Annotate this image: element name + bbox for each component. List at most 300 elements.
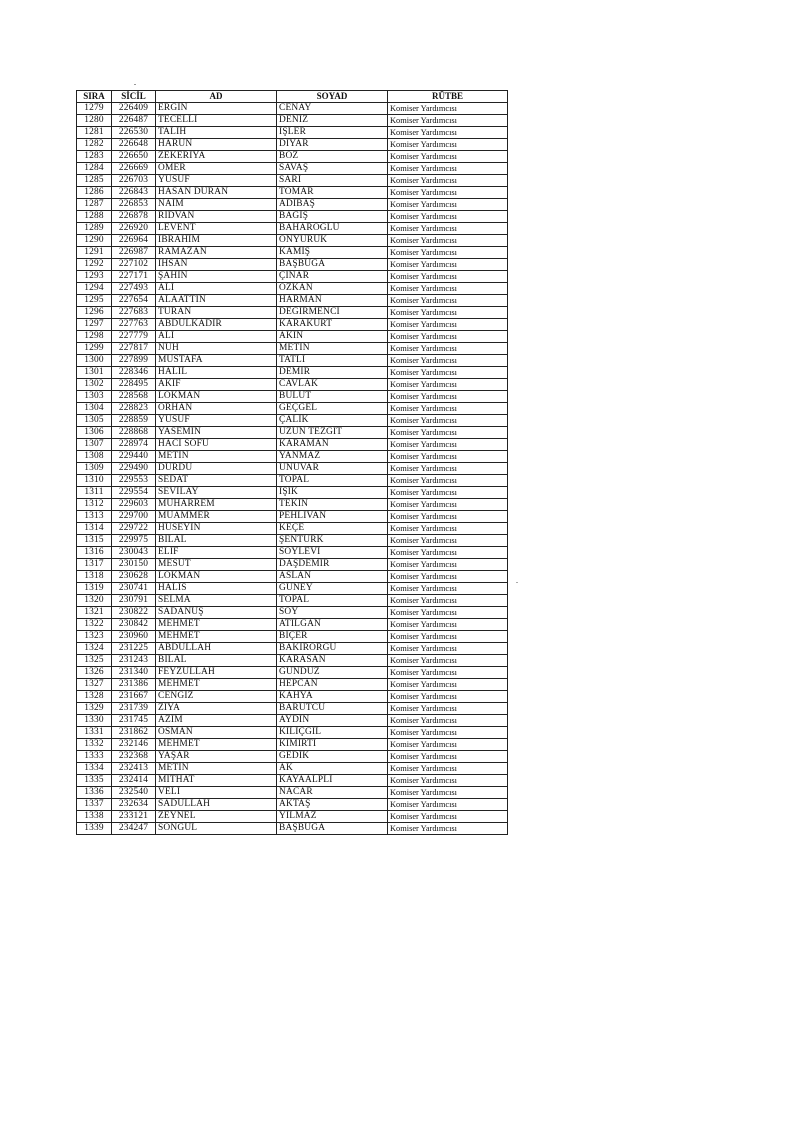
table-row <box>77 367 508 379</box>
ad-cell: ELİF <box>156 547 277 559</box>
sira-cell: 1311 <box>77 487 112 499</box>
table-row <box>77 571 508 583</box>
soyad-cell: TATLI <box>277 355 388 367</box>
rutbe-cell: Komiser Yardımcısı <box>388 235 508 247</box>
ad-cell: OSMAN <box>156 727 277 739</box>
table-row <box>77 715 508 727</box>
table-row <box>77 751 508 763</box>
table-row <box>77 115 508 127</box>
table-row <box>77 691 508 703</box>
soyad-cell: NACAR <box>277 787 388 799</box>
rutbe-cell: Komiser Yardımcısı <box>388 619 508 631</box>
rutbe-cell: Komiser Yardımcısı <box>388 499 508 511</box>
soyad-cell: HARMAN <box>277 295 388 307</box>
sira-cell: 1301 <box>77 367 112 379</box>
rutbe-cell: Komiser Yardımcısı <box>388 175 508 187</box>
soyad-cell: GÜNDÜZ <box>277 667 388 679</box>
soyad-cell: ÜNÜVAR <box>277 463 388 475</box>
soyad-cell: ÖZKAN <box>277 283 388 295</box>
soyad-cell: KAYAALPLI <box>277 775 388 787</box>
soyad-cell: ASLAN <box>277 571 388 583</box>
sira-cell: 1295 <box>77 295 112 307</box>
ad-cell: LOKMAN <box>156 571 277 583</box>
table-row <box>77 103 508 115</box>
ad-cell: RAMAZAN <box>156 247 277 259</box>
sicil-cell: 230791 <box>112 595 156 607</box>
soyad-cell: DEĞİRMENCİ <box>277 307 388 319</box>
sira-cell: 1330 <box>77 715 112 727</box>
soyad-cell: KARAMAN <box>277 439 388 451</box>
sicil-cell: 232540 <box>112 787 156 799</box>
sicil-cell: 226964 <box>112 235 156 247</box>
rutbe-cell: Komiser Yardımcısı <box>388 403 508 415</box>
table-row <box>77 283 508 295</box>
rutbe-cell: Komiser Yardımcısı <box>388 127 508 139</box>
soyad-cell: ADIBAŞ <box>277 199 388 211</box>
rutbe-cell: Komiser Yardımcısı <box>388 571 508 583</box>
sicil-cell: 230628 <box>112 571 156 583</box>
sira-cell: 1282 <box>77 139 112 151</box>
ad-cell: TALİH <box>156 127 277 139</box>
rutbe-cell: Komiser Yardımcısı <box>388 523 508 535</box>
sira-cell: 1327 <box>77 679 112 691</box>
sicil-cell: 228823 <box>112 403 156 415</box>
soyad-cell: KILIÇGİL <box>277 727 388 739</box>
sicil-cell: 229603 <box>112 499 156 511</box>
ad-cell: METİN <box>156 451 277 463</box>
table-row <box>77 355 508 367</box>
soyad-cell: ÇINAR <box>277 271 388 283</box>
ad-cell: HALİS <box>156 583 277 595</box>
soyad-cell: PEHLİVAN <box>277 511 388 523</box>
table-row <box>77 151 508 163</box>
table-row <box>77 799 508 811</box>
ad-cell: SELMA <box>156 595 277 607</box>
sira-cell: 1318 <box>77 571 112 583</box>
ad-cell: HASAN DURAN <box>156 187 277 199</box>
sira-cell: 1281 <box>77 127 112 139</box>
sicil-cell: 227899 <box>112 355 156 367</box>
rutbe-cell: Komiser Yardımcısı <box>388 655 508 667</box>
table-row <box>77 667 508 679</box>
sira-cell: 1313 <box>77 511 112 523</box>
sicil-cell: 230842 <box>112 619 156 631</box>
soyad-cell: İŞLER <box>277 127 388 139</box>
table-row <box>77 199 508 211</box>
header-soyad: SOYAD <box>277 91 388 103</box>
header-ad: AD <box>156 91 277 103</box>
ad-cell: AKİF <box>156 379 277 391</box>
sira-cell: 1326 <box>77 667 112 679</box>
soyad-cell: SÖYLEVİ <box>277 547 388 559</box>
soyad-cell: SAVAŞ <box>277 163 388 175</box>
ad-cell: İBRAHİM <box>156 235 277 247</box>
ad-cell: CENGİZ <box>156 691 277 703</box>
ad-cell: MEHMET <box>156 619 277 631</box>
sicil-cell: 227683 <box>112 307 156 319</box>
table-row <box>77 271 508 283</box>
ad-cell: ALİ <box>156 331 277 343</box>
soyad-cell: IŞIK <box>277 487 388 499</box>
sira-cell: 1287 <box>77 199 112 211</box>
sicil-cell: 227171 <box>112 271 156 283</box>
soyad-cell: ÇALIK <box>277 415 388 427</box>
ad-cell: ABDULKADİR <box>156 319 277 331</box>
ad-cell: RIDVAN <box>156 211 277 223</box>
soyad-cell: DİYAR <box>277 139 388 151</box>
rutbe-cell: Komiser Yardımcısı <box>388 451 508 463</box>
ad-cell: BİLAL <box>156 535 277 547</box>
soyad-cell: KİMİRTİ <box>277 739 388 751</box>
soyad-cell: UZUN TEZGİT <box>277 427 388 439</box>
sicil-cell: 232414 <box>112 775 156 787</box>
soyad-cell: AK <box>277 763 388 775</box>
soyad-cell: BOZ <box>277 151 388 163</box>
sicil-cell: 231225 <box>112 643 156 655</box>
table-row <box>77 319 508 331</box>
rutbe-cell: Komiser Yardımcısı <box>388 319 508 331</box>
sira-cell: 1283 <box>77 151 112 163</box>
sira-cell: 1331 <box>77 727 112 739</box>
rutbe-cell: Komiser Yardımcısı <box>388 631 508 643</box>
sicil-cell: 227763 <box>112 319 156 331</box>
sira-cell: 1316 <box>77 547 112 559</box>
sira-cell: 1314 <box>77 523 112 535</box>
rutbe-cell: Komiser Yardımcısı <box>388 343 508 355</box>
table-row <box>77 379 508 391</box>
soyad-cell: BİÇER <box>277 631 388 643</box>
table-row <box>77 607 508 619</box>
sicil-cell: 231739 <box>112 703 156 715</box>
sira-cell: 1286 <box>77 187 112 199</box>
ad-cell: ERGİN <box>156 103 277 115</box>
table-row <box>77 127 508 139</box>
sicil-cell: 232634 <box>112 799 156 811</box>
sicil-cell: 226669 <box>112 163 156 175</box>
rutbe-cell: Komiser Yardımcısı <box>388 475 508 487</box>
rutbe-cell: Komiser Yardımcısı <box>388 559 508 571</box>
sira-cell: 1310 <box>77 475 112 487</box>
soyad-cell: TEKİN <box>277 499 388 511</box>
rutbe-cell: Komiser Yardımcısı <box>388 391 508 403</box>
rutbe-cell: Komiser Yardımcısı <box>388 667 508 679</box>
soyad-cell: ATILGAN <box>277 619 388 631</box>
sira-cell: 1333 <box>77 751 112 763</box>
sira-cell: 1315 <box>77 535 112 547</box>
table-row <box>77 775 508 787</box>
soyad-cell: GEDİK <box>277 751 388 763</box>
soyad-cell: HEPCAN <box>277 679 388 691</box>
rutbe-cell: Komiser Yardımcısı <box>388 703 508 715</box>
sira-cell: 1302 <box>77 379 112 391</box>
soyad-cell: BARUTCU <box>277 703 388 715</box>
sira-cell: 1338 <box>77 811 112 823</box>
sicil-cell: 227654 <box>112 295 156 307</box>
rutbe-cell: Komiser Yardımcısı <box>388 739 508 751</box>
sira-cell: 1299 <box>77 343 112 355</box>
sira-cell: 1319 <box>77 583 112 595</box>
ad-cell: BİLAL <box>156 655 277 667</box>
sira-cell: 1306 <box>77 427 112 439</box>
sira-cell: 1284 <box>77 163 112 175</box>
sicil-cell: 226878 <box>112 211 156 223</box>
header-row <box>77 91 508 103</box>
ad-cell: SEDAT <box>156 475 277 487</box>
soyad-cell: BULUT <box>277 391 388 403</box>
ad-cell: ALİ <box>156 283 277 295</box>
sicil-cell: 232368 <box>112 751 156 763</box>
ad-cell: HALİL <box>156 367 277 379</box>
sira-cell: 1288 <box>77 211 112 223</box>
soyad-cell: TOPAL <box>277 595 388 607</box>
table-row <box>77 811 508 823</box>
sicil-cell: 226487 <box>112 115 156 127</box>
rutbe-cell: Komiser Yardımcısı <box>388 727 508 739</box>
rutbe-cell: Komiser Yardımcısı <box>388 295 508 307</box>
rutbe-cell: Komiser Yardımcısı <box>388 691 508 703</box>
sicil-cell: 226853 <box>112 199 156 211</box>
soyad-cell: KARASAN <box>277 655 388 667</box>
sicil-cell: 227817 <box>112 343 156 355</box>
ad-cell: LEVENT <box>156 223 277 235</box>
sicil-cell: 233121 <box>112 811 156 823</box>
soyad-cell: AKIN <box>277 331 388 343</box>
table-row <box>77 247 508 259</box>
sira-cell: 1297 <box>77 319 112 331</box>
rutbe-cell: Komiser Yardımcısı <box>388 355 508 367</box>
sicil-cell: 231745 <box>112 715 156 727</box>
table-row <box>77 403 508 415</box>
rutbe-cell: Komiser Yardımcısı <box>388 163 508 175</box>
ad-cell: HÜSEYİN <box>156 523 277 535</box>
ad-cell: MESUT <box>156 559 277 571</box>
rutbe-cell: Komiser Yardımcısı <box>388 763 508 775</box>
sicil-cell: 231340 <box>112 667 156 679</box>
scan-speck <box>516 582 518 583</box>
rutbe-cell: Komiser Yardımcısı <box>388 151 508 163</box>
sira-cell: 1337 <box>77 799 112 811</box>
table-row <box>77 619 508 631</box>
soyad-cell: GÜNEY <box>277 583 388 595</box>
sicil-cell: 231862 <box>112 727 156 739</box>
rutbe-cell: Komiser Yardımcısı <box>388 787 508 799</box>
sicil-cell: 226843 <box>112 187 156 199</box>
sira-cell: 1309 <box>77 463 112 475</box>
header-sicil: SİCİL <box>112 91 156 103</box>
table-row <box>77 499 508 511</box>
table-row <box>77 415 508 427</box>
ad-cell: MUHARREM <box>156 499 277 511</box>
table-row <box>77 595 508 607</box>
rutbe-cell: Komiser Yardımcısı <box>388 607 508 619</box>
ad-cell: MUSTAFA <box>156 355 277 367</box>
sicil-cell: 230741 <box>112 583 156 595</box>
table-row <box>77 139 508 151</box>
sicil-cell: 232146 <box>112 739 156 751</box>
sicil-cell: 227493 <box>112 283 156 295</box>
table-row <box>77 655 508 667</box>
sira-cell: 1334 <box>77 763 112 775</box>
ad-cell: SADULLAH <box>156 799 277 811</box>
rutbe-cell: Komiser Yardımcısı <box>388 199 508 211</box>
sira-cell: 1323 <box>77 631 112 643</box>
table-row <box>77 391 508 403</box>
sicil-cell: 226409 <box>112 103 156 115</box>
ad-cell: NUH <box>156 343 277 355</box>
sira-cell: 1305 <box>77 415 112 427</box>
rutbe-cell: Komiser Yardımcısı <box>388 811 508 823</box>
soyad-cell: ÖNYÜRÜK <box>277 235 388 247</box>
table-row <box>77 223 508 235</box>
table-row <box>77 643 508 655</box>
ad-cell: ABDULLAH <box>156 643 277 655</box>
sicil-cell: 226530 <box>112 127 156 139</box>
table-row <box>77 535 508 547</box>
ad-cell: FEYZULLAH <box>156 667 277 679</box>
rutbe-cell: Komiser Yardımcısı <box>388 463 508 475</box>
table-row <box>77 787 508 799</box>
ad-cell: TURAN <box>156 307 277 319</box>
rutbe-cell: Komiser Yardımcısı <box>388 211 508 223</box>
sicil-cell: 230960 <box>112 631 156 643</box>
soyad-cell: DEMİR <box>277 367 388 379</box>
soyad-cell: KEÇE <box>277 523 388 535</box>
rutbe-cell: Komiser Yardımcısı <box>388 103 508 115</box>
soyad-cell: ŞENTÜRK <box>277 535 388 547</box>
sira-cell: 1279 <box>77 103 112 115</box>
rutbe-cell: Komiser Yardımcısı <box>388 511 508 523</box>
personnel-table <box>76 90 508 835</box>
soyad-cell: BAKIRÖRGÜ <box>277 643 388 655</box>
rutbe-cell: Komiser Yardımcısı <box>388 259 508 271</box>
sira-cell: 1280 <box>77 115 112 127</box>
table-row <box>77 631 508 643</box>
rutbe-cell: Komiser Yardımcısı <box>388 715 508 727</box>
sicil-cell: 229553 <box>112 475 156 487</box>
sicil-cell: 226650 <box>112 151 156 163</box>
sicil-cell: 229440 <box>112 451 156 463</box>
table-row <box>77 187 508 199</box>
soyad-cell: GEÇGEL <box>277 403 388 415</box>
rutbe-cell: Komiser Yardımcısı <box>388 115 508 127</box>
soyad-cell: KAHYA <box>277 691 388 703</box>
sira-cell: 1293 <box>77 271 112 283</box>
table-row <box>77 211 508 223</box>
sicil-cell: 226987 <box>112 247 156 259</box>
table-row <box>77 679 508 691</box>
rutbe-cell: Komiser Yardımcısı <box>388 139 508 151</box>
sira-cell: 1329 <box>77 703 112 715</box>
ad-cell: ZEKERİYA <box>156 151 277 163</box>
rutbe-cell: Komiser Yardımcısı <box>388 487 508 499</box>
ad-cell: TECELLİ <box>156 115 277 127</box>
soyad-cell: AKTAŞ <box>277 799 388 811</box>
table-row <box>77 331 508 343</box>
table-row <box>77 307 508 319</box>
ad-cell: YASEMİN <box>156 427 277 439</box>
sicil-cell: 228974 <box>112 439 156 451</box>
sicil-cell: 231243 <box>112 655 156 667</box>
sira-cell: 1335 <box>77 775 112 787</box>
ad-cell: VELİ <box>156 787 277 799</box>
soyad-cell: SARI <box>277 175 388 187</box>
ad-cell: HARUN <box>156 139 277 151</box>
rutbe-cell: Komiser Yardımcısı <box>388 331 508 343</box>
sicil-cell: 231667 <box>112 691 156 703</box>
ad-cell: METİN <box>156 763 277 775</box>
sira-cell: 1289 <box>77 223 112 235</box>
ad-cell: ZEYNEL <box>156 811 277 823</box>
rutbe-cell: Komiser Yardımcısı <box>388 643 508 655</box>
sicil-cell: 232413 <box>112 763 156 775</box>
soyad-cell: YANMAZ <box>277 451 388 463</box>
sira-cell: 1322 <box>77 619 112 631</box>
ad-cell: MEHMET <box>156 631 277 643</box>
soyad-cell: KAMIŞ <box>277 247 388 259</box>
soyad-cell: DAŞDEMİR <box>277 559 388 571</box>
ad-cell: YAŞAR <box>156 751 277 763</box>
sicil-cell: 229975 <box>112 535 156 547</box>
soyad-cell: METİN <box>277 343 388 355</box>
table-row <box>77 487 508 499</box>
sira-cell: 1336 <box>77 787 112 799</box>
rutbe-cell: Komiser Yardımcısı <box>388 799 508 811</box>
soyad-cell: BAŞBUĞA <box>277 823 388 835</box>
sira-cell: 1320 <box>77 595 112 607</box>
soyad-cell: SOY <box>277 607 388 619</box>
table-row <box>77 427 508 439</box>
table-row <box>77 739 508 751</box>
rutbe-cell: Komiser Yardımcısı <box>388 247 508 259</box>
sicil-cell: 231386 <box>112 679 156 691</box>
sicil-cell: 230043 <box>112 547 156 559</box>
ad-cell: ORHAN <box>156 403 277 415</box>
soyad-cell: BAĞIŞ <box>277 211 388 223</box>
ad-cell: ŞAHİN <box>156 271 277 283</box>
ad-cell: SONGÜL <box>156 823 277 835</box>
sira-cell: 1304 <box>77 403 112 415</box>
ad-cell: YUSUF <box>156 415 277 427</box>
sira-cell: 1308 <box>77 451 112 463</box>
sira-cell: 1292 <box>77 259 112 271</box>
rutbe-cell: Komiser Yardımcısı <box>388 547 508 559</box>
soyad-cell: TOMAR <box>277 187 388 199</box>
ad-cell: DURDU <box>156 463 277 475</box>
sira-cell: 1317 <box>77 559 112 571</box>
ad-cell: MEHMET <box>156 739 277 751</box>
rutbe-cell: Komiser Yardımcısı <box>388 427 508 439</box>
rutbe-cell: Komiser Yardımcısı <box>388 823 508 835</box>
ad-cell: ALAATTİN <box>156 295 277 307</box>
sicil-cell: 229554 <box>112 487 156 499</box>
soyad-cell: CAVLAK <box>277 379 388 391</box>
rutbe-cell: Komiser Yardımcısı <box>388 439 508 451</box>
table-body <box>77 103 508 835</box>
table-row <box>77 439 508 451</box>
ad-cell: ÖMER <box>156 163 277 175</box>
rutbe-cell: Komiser Yardımcısı <box>388 307 508 319</box>
sicil-cell: 226648 <box>112 139 156 151</box>
sira-cell: 1285 <box>77 175 112 187</box>
ad-cell: AZİM <box>156 715 277 727</box>
sira-cell: 1321 <box>77 607 112 619</box>
rutbe-cell: Komiser Yardımcısı <box>388 751 508 763</box>
soyad-cell: TOPAL <box>277 475 388 487</box>
sicil-cell: 228859 <box>112 415 156 427</box>
sicil-cell: 228568 <box>112 391 156 403</box>
table-row <box>77 295 508 307</box>
ad-cell: SEVİLAY <box>156 487 277 499</box>
